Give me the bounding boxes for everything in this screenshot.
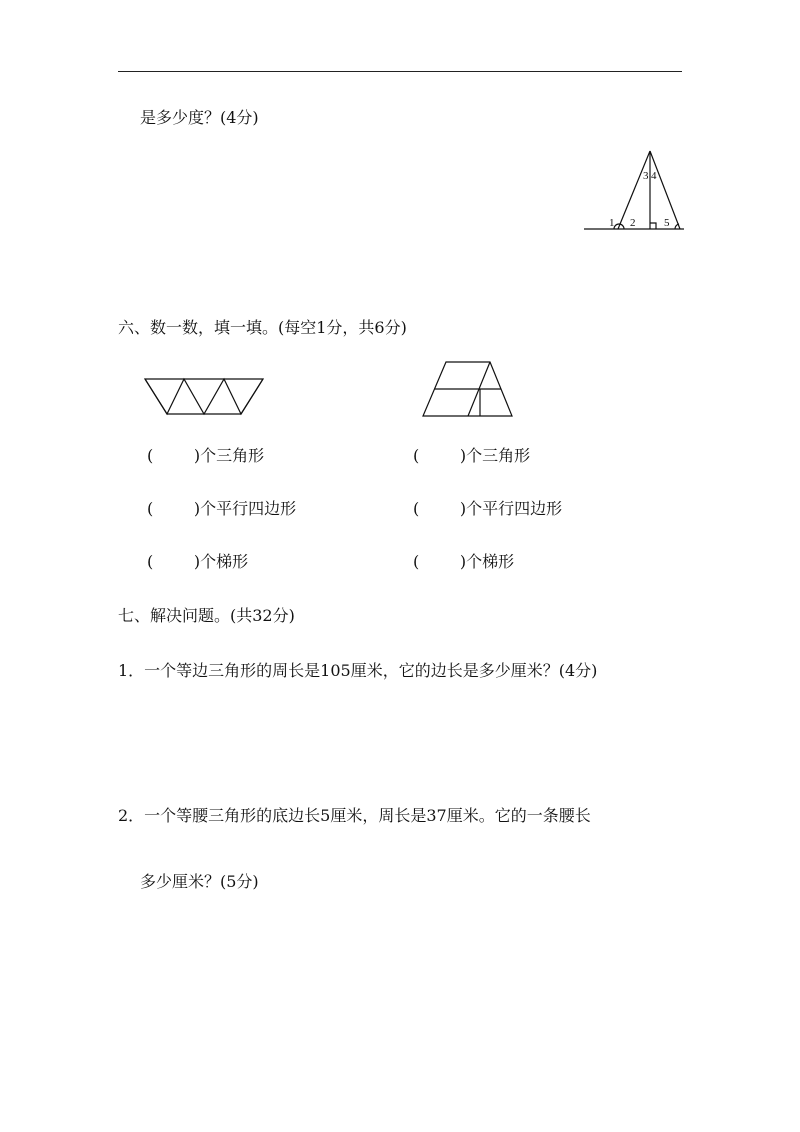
section-6-title: 六、数一数，填一填。(每空1分，共6分) [118, 318, 407, 337]
angle-label-1: 1 [609, 217, 615, 229]
right-row-1 [413, 446, 530, 466]
right-row-2 [413, 499, 562, 519]
answer-blank[interactable]: ( ) [413, 552, 467, 571]
answer-blank[interactable]: ( ) [147, 552, 201, 571]
row-label: 个平行四边形 [466, 499, 563, 518]
question-7-1: 1．一个等边三角形的周长是105厘米，它的边长是多少厘米？(4分) [118, 661, 598, 680]
right-row-3 [413, 552, 514, 572]
angle-label-4: 4 [651, 170, 657, 182]
triangles-trapezoid-figure [145, 376, 265, 416]
angle-triangle-figure [580, 145, 690, 235]
left-row-2 [147, 499, 296, 519]
question-5-tail: 是多少度？(4分) [140, 108, 259, 127]
left-row-3 [147, 552, 248, 572]
zigzag-lines [145, 379, 263, 414]
angle-label-2: 2 [630, 217, 636, 229]
row-label: 个三角形 [200, 446, 265, 465]
question-7-2-line-2: 多少厘米？(5分) [140, 872, 259, 891]
angle-label-3: 3 [643, 170, 649, 182]
section-7-title: 七、解决问题。(共32分) [118, 606, 295, 625]
outer-trapezoid [145, 379, 263, 414]
answer-blank[interactable]: ( ) [413, 499, 467, 518]
row-label: 个三角形 [466, 446, 531, 465]
header-rule [118, 71, 682, 72]
angle-label-5: 5 [664, 217, 670, 229]
divided-trapezoid-figure [422, 360, 514, 418]
row-label: 个梯形 [200, 552, 249, 571]
right-angle-mark [650, 223, 656, 229]
question-7-2-line-1: 2．一个等腰三角形的底边长5厘米，周长是37厘米。它的一条腰长 [118, 806, 591, 825]
left-row-1 [147, 446, 264, 466]
row-label: 个平行四边形 [200, 499, 297, 518]
row-label: 个梯形 [466, 552, 515, 571]
answer-blank[interactable]: ( ) [147, 499, 201, 518]
answer-blank[interactable]: ( ) [413, 446, 467, 465]
answer-blank[interactable]: ( ) [147, 446, 201, 465]
